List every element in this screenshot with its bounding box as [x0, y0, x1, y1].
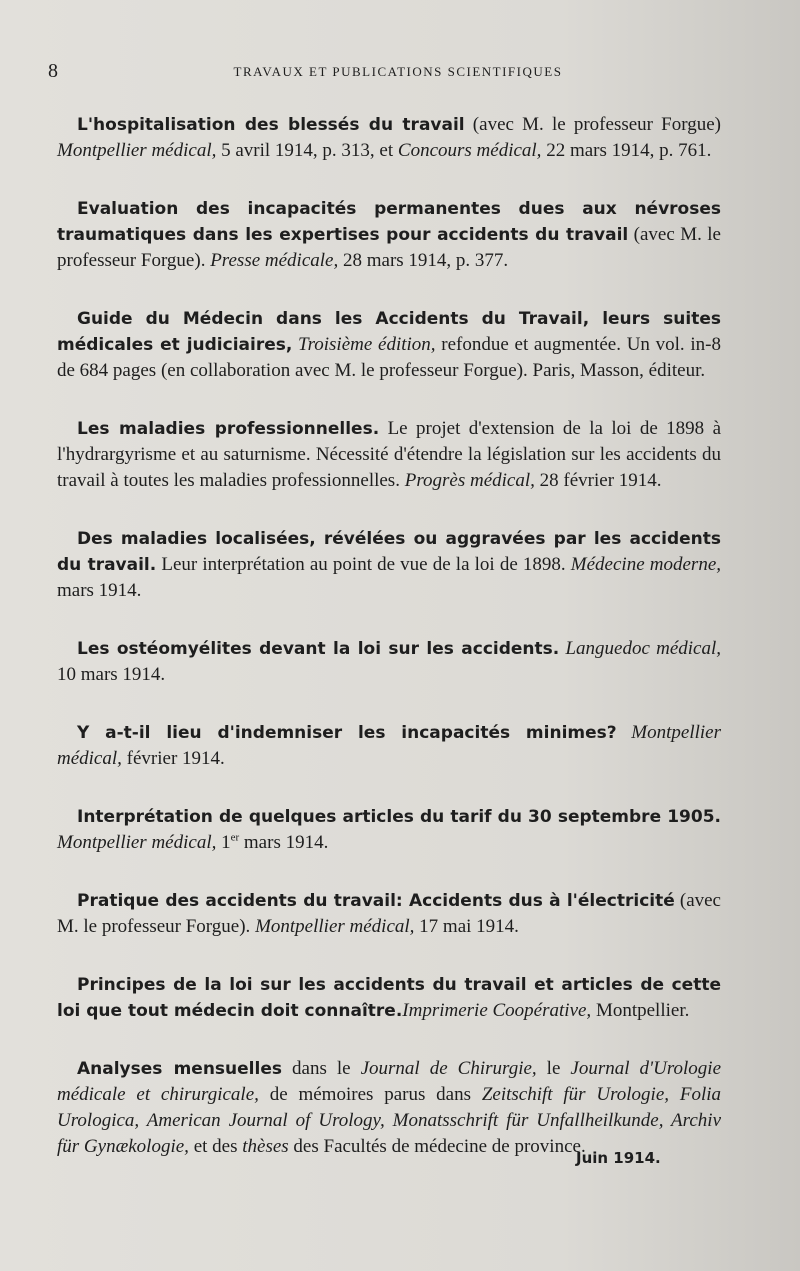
- entry-text: 28 mars 1914, p. 377.: [338, 250, 509, 271]
- entry-text: Leur interprétation au point de vue de la loi de 1898.: [156, 554, 571, 575]
- entry-journal: Journal de Chirurgie,: [360, 1058, 537, 1079]
- entry-title: Pratique des accidents du travail: Accidents dus à l'électricité: [77, 891, 675, 911]
- entry-journal: Journal d'Urologie médicale et chirurgicale,: [57, 1058, 722, 1105]
- page-number: 8: [48, 60, 58, 82]
- entry-title: Des maladies localisées, révélées ou aggravées par les accidents du travail.: [57, 529, 721, 575]
- entry-text: des Facultés de médecine de province.: [288, 1136, 586, 1157]
- publication-entry: [57, 636, 721, 688]
- entry-text: (avec M. le professeur Forgue): [464, 114, 721, 135]
- entry-text: de mémoires parus dans: [258, 1084, 482, 1105]
- entry-text: (avec M. le professeur Forgue).: [57, 224, 721, 271]
- entry-superscript: er: [230, 831, 240, 844]
- entry-text: 22 mars 1914, p. 761.: [541, 140, 712, 161]
- entry-text: Montpellier.: [591, 1000, 690, 1021]
- running-title: TRAVAUX ET PUBLICATIONS SCIENTIFIQUES: [233, 64, 563, 79]
- publication-entry: [57, 306, 721, 384]
- publication-entry: [57, 416, 721, 494]
- entry-journal: Médecine moderne,: [570, 554, 721, 575]
- publication-entry: [57, 1056, 721, 1160]
- publication-list: [57, 112, 721, 1192]
- publication-entry: [57, 196, 721, 274]
- publication-entry: [57, 112, 721, 164]
- entry-title: Y a-t-il lieu d'indemniser les incapacités minimes?: [77, 723, 617, 743]
- date-signature: Juin 1914.: [576, 1149, 661, 1167]
- entry-title: Principes de la loi sur les accidents du travail et articles de cette loi que tout médecin doit connaître.: [57, 975, 721, 1021]
- entry-text: (avec M. le professeur Forgue).: [57, 890, 721, 937]
- entry-title: Analyses mensuelles: [77, 1059, 282, 1079]
- entry-journal: Languedoc médical,: [559, 638, 721, 659]
- entry-title: Interprétation de quelques articles du tarif du 30 septembre 1905.: [77, 807, 721, 827]
- entry-text: dans le: [282, 1058, 361, 1079]
- entry-journal: Concours médical,: [397, 140, 542, 161]
- publication-entry: [57, 804, 721, 856]
- entry-text: 1: [216, 832, 231, 853]
- entry-text: 5 avril 1914, p. 313, et: [216, 140, 398, 161]
- entry-edition: Troisième édition,: [292, 334, 436, 355]
- entry-journal: Progrès médical,: [404, 470, 535, 491]
- entry-title: Les ostéomyélites devant la loi sur les accidents.: [77, 639, 560, 659]
- entry-text: le: [536, 1058, 571, 1079]
- entry-journal: Zeitschift für Urologie, Folia Urologica, American Journal of Urology, Monatsschrift für Unfallheilkunde, Archiv für Gynækologie,: [57, 1084, 722, 1157]
- entry-text: Le projet d'extension de la loi de 1898 à l'hydrargyrisme et au saturnisme. Nécessité d'étendre la législation sur les accidents du travail à toutes les maladies professionnelles.: [57, 418, 722, 491]
- entry-journal: Montpellier médical,: [255, 916, 415, 937]
- entry-title: Guide du Médecin dans les Accidents du Travail, leurs suites médicales et judiciaires,: [57, 309, 721, 355]
- entry-journal: Montpellier médical,: [57, 832, 217, 853]
- entry-text: mars 1914.: [57, 580, 142, 601]
- entry-title: Evaluation des incapacités permanentes dues aux névroses traumatiques dans les expertises pour accidents du travail: [57, 199, 721, 245]
- publication-entry: [57, 888, 721, 940]
- publication-entry: [57, 526, 721, 604]
- publication-entry: [57, 720, 721, 772]
- page-header: [48, 60, 748, 84]
- entry-text: mars 1914.: [239, 832, 329, 853]
- entry-text: 10 mars 1914.: [57, 664, 166, 685]
- entry-journal: Montpellier médical,: [57, 140, 217, 161]
- entry-text: 17 mai 1914.: [414, 916, 519, 937]
- entry-title: L'hospitalisation des blessés du travail: [77, 115, 465, 135]
- entry-journal: Montpellier médical,: [57, 722, 721, 769]
- publication-entry: [57, 972, 721, 1024]
- entry-journal: Presse médicale,: [210, 250, 339, 271]
- entry-text: et des: [188, 1136, 243, 1157]
- entry-title: Les maladies professionnelles.: [77, 419, 380, 439]
- entry-text: 28 février 1914.: [534, 470, 662, 491]
- entry-text: février 1914.: [121, 748, 225, 769]
- entry-text: refondue et augmentée. Un vol. in-8 de 684 pages (en collaboration avec M. le professeur Forgue). Paris, Masson, éditeur.: [57, 334, 721, 381]
- entry-publisher: Imprimerie Coopérative,: [402, 1000, 592, 1021]
- entry-theses: thèses: [242, 1136, 289, 1157]
